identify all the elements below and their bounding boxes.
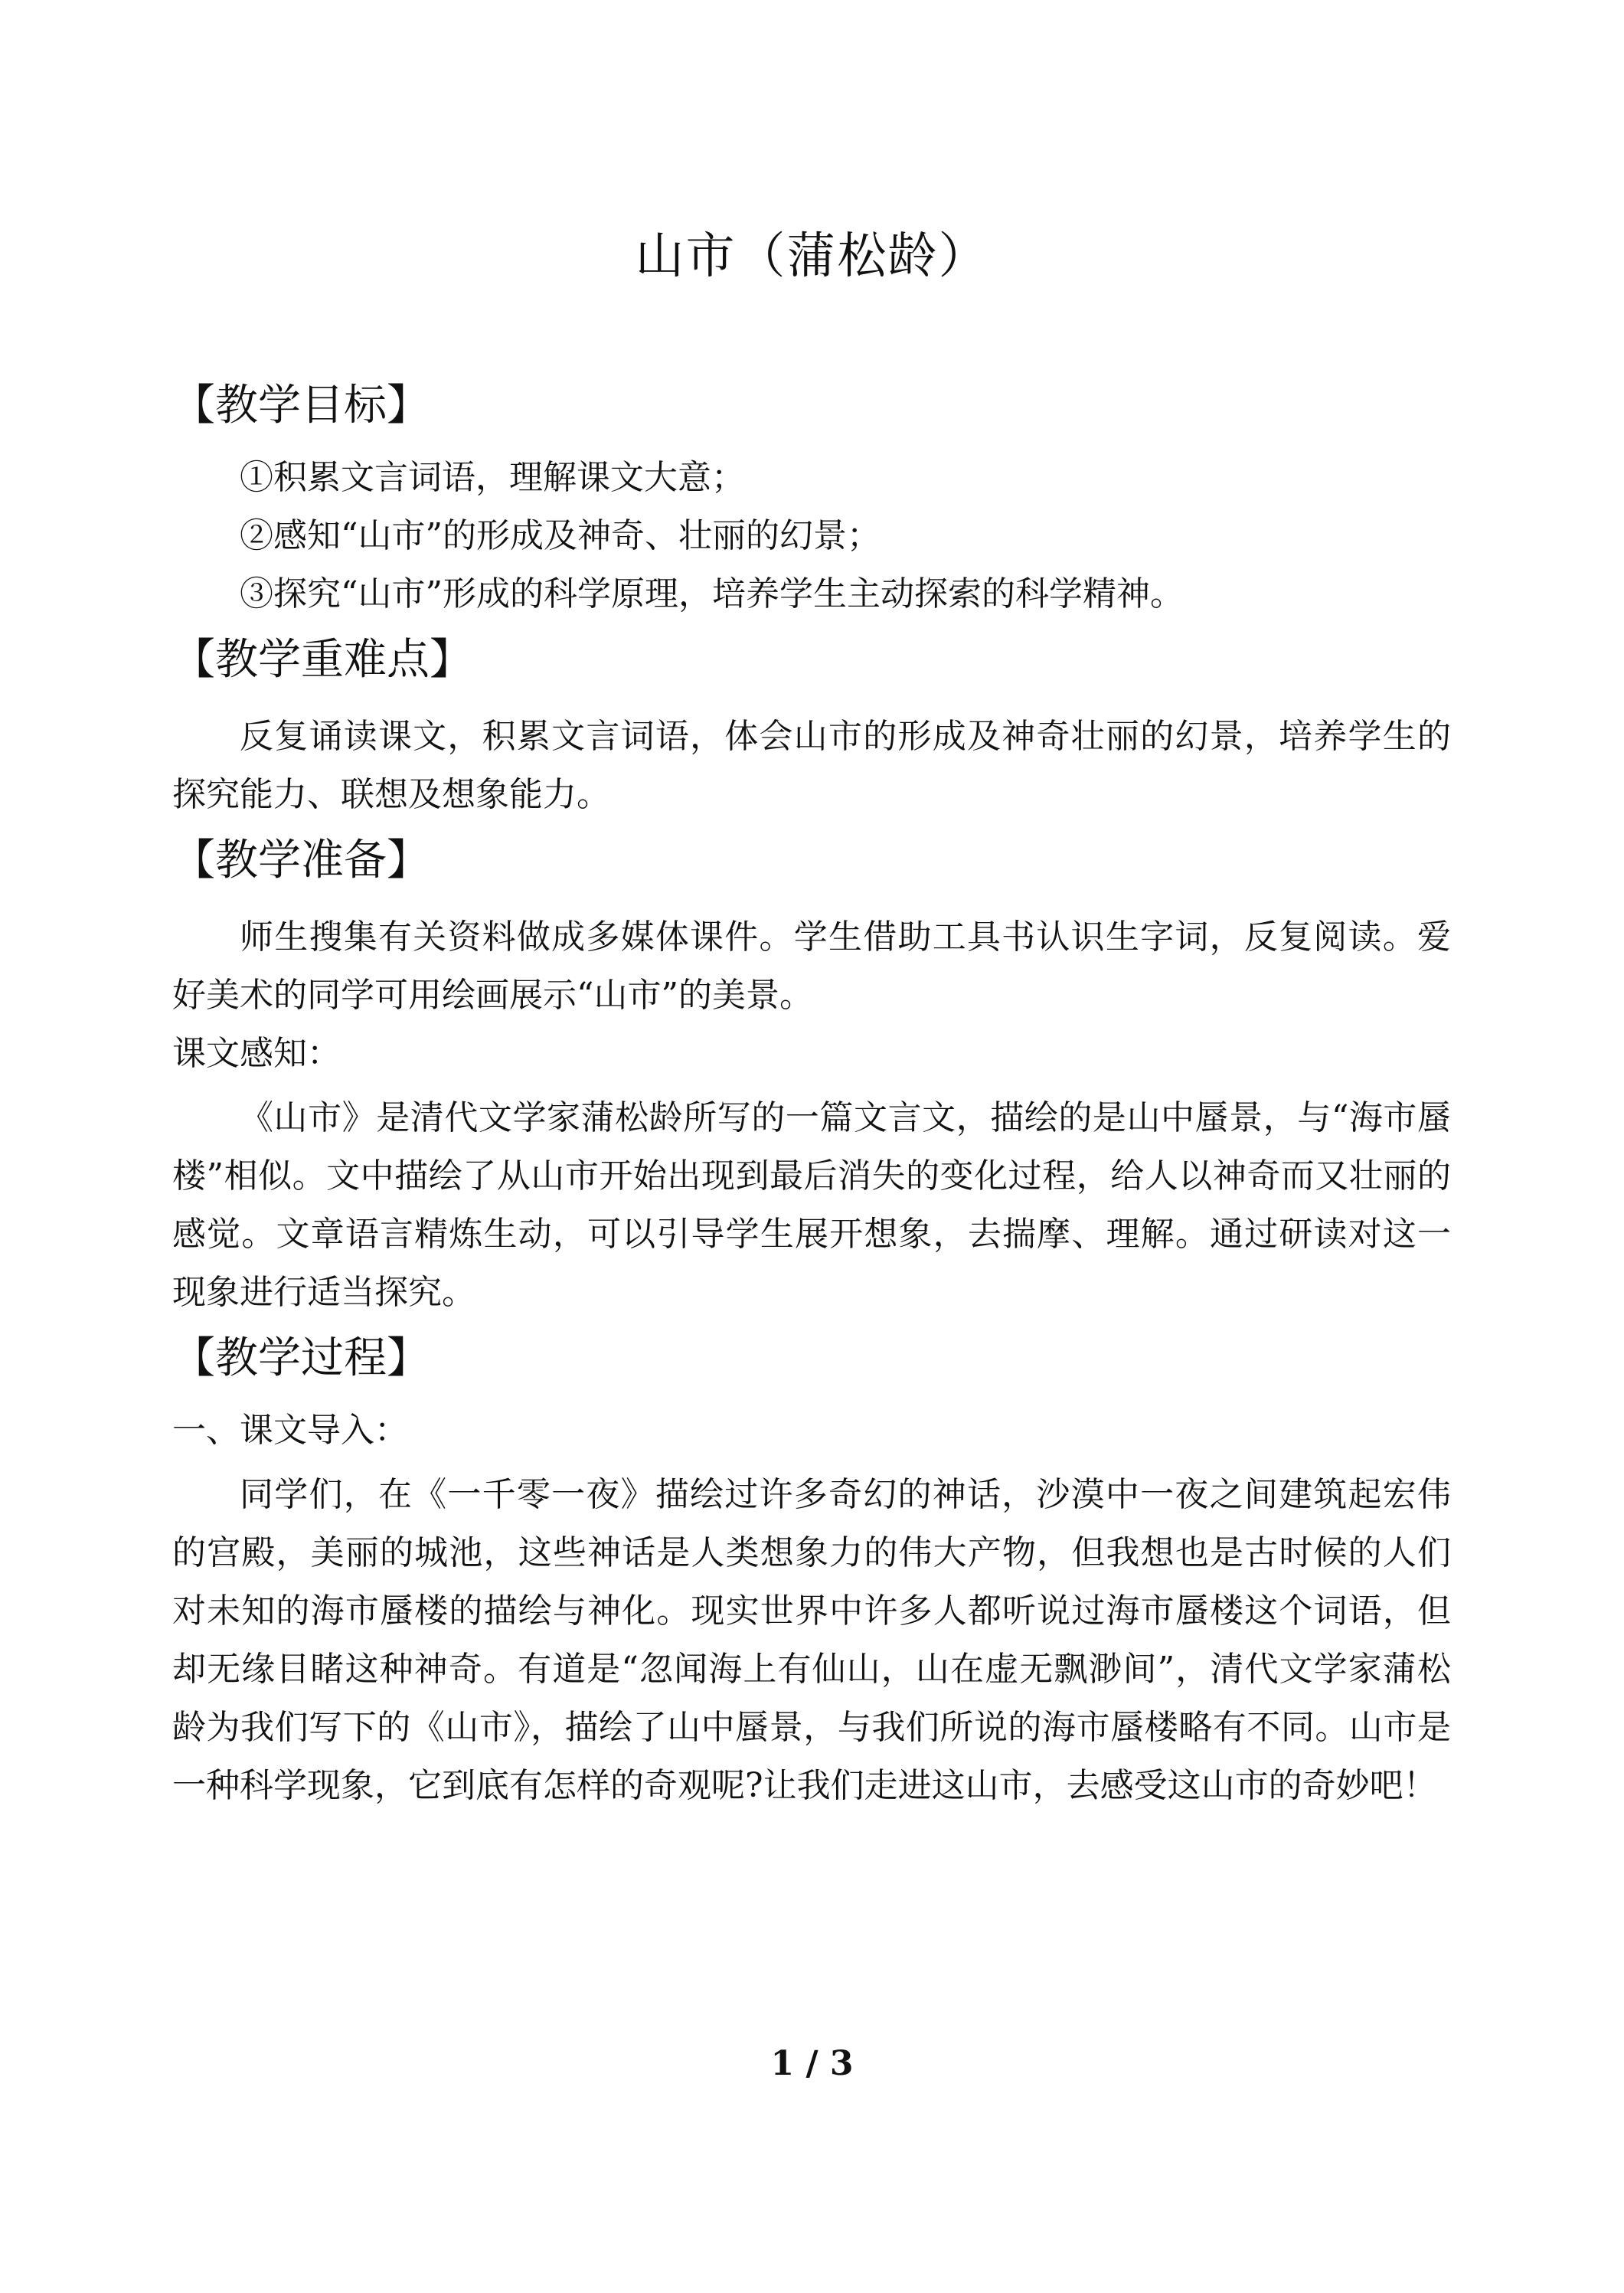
objective-item-1: ①积累文言词语，理解课文大意； [240, 458, 745, 497]
objective-item-2: ②感知“山市”的形成及神奇、壮丽的幻景； [240, 516, 881, 555]
objective-item-3: ③探究“山市”形成的科学原理，培养学生主动探索的科学精神。 [240, 574, 1184, 613]
section-heading-objectives: 【教学目标】 [172, 381, 430, 430]
process-step1-paragraph: 同学们，在《一千零一夜》描绘过许多奇幻的神话，沙漠中一夜之间建筑起宏伟的宫殿，美丽的城池，这些神话是人类想象力的伟大产物，但我想也是古时候的人们对未知的海市蜃楼的描绘与神化。现实世界中许多人都听说过海市蜃楼这个词语，但却无缘目睹这种神奇。有道是“忽闻海上有仙山，山在虚无飘渺间”，清代文学家蒲松龄为我们写下的《山市》，描绘了山中蜃景，与我们所说的海市蜃楼略有不同。山市是一种科学现象，它到底有怎样的奇观呢?让我们走进这山市，去感受这山市的奇妙吧！ [172, 1475, 1451, 1805]
document-title: 山市（蒲松龄） [635, 228, 989, 285]
process-step1-label: 一、课文导入： [172, 1411, 408, 1450]
page-number: 1 / 3 [770, 2044, 854, 2083]
key-points-paragraph: 反复诵读课文，积累文言词语，体会山市的形成及神奇壮丽的幻景，培养学生的探究能力、联想及想象能力。 [172, 717, 1451, 814]
section-heading-process: 【教学过程】 [172, 1333, 430, 1383]
perception-paragraph: 《山市》是清代文学家蒲松龄所写的一篇文言文，描绘的是山中蜃景，与“海市蜃楼”相似。文中描绘了从山市开始出现到最后消失的变化过程，给人以神奇而又壮丽的感觉。文章语言精炼生动，可以引导学生展开想象，去揣摩、理解。通过研读对这一现象进行适当探究。 [172, 1098, 1451, 1312]
preparation-paragraph: 师生搜集有关资料做成多媒体课件。学生借助工具书认识生字词，反复阅读。爱好美术的同学可用绘画展示“山市”的美景。 [172, 918, 1451, 1015]
section-heading-preparation: 【教学准备】 [172, 836, 430, 885]
section-heading-key-points: 【教学重难点】 [172, 635, 472, 685]
perception-label: 课文感知： [172, 1034, 341, 1073]
document-body [172, 369, 1451, 1815]
